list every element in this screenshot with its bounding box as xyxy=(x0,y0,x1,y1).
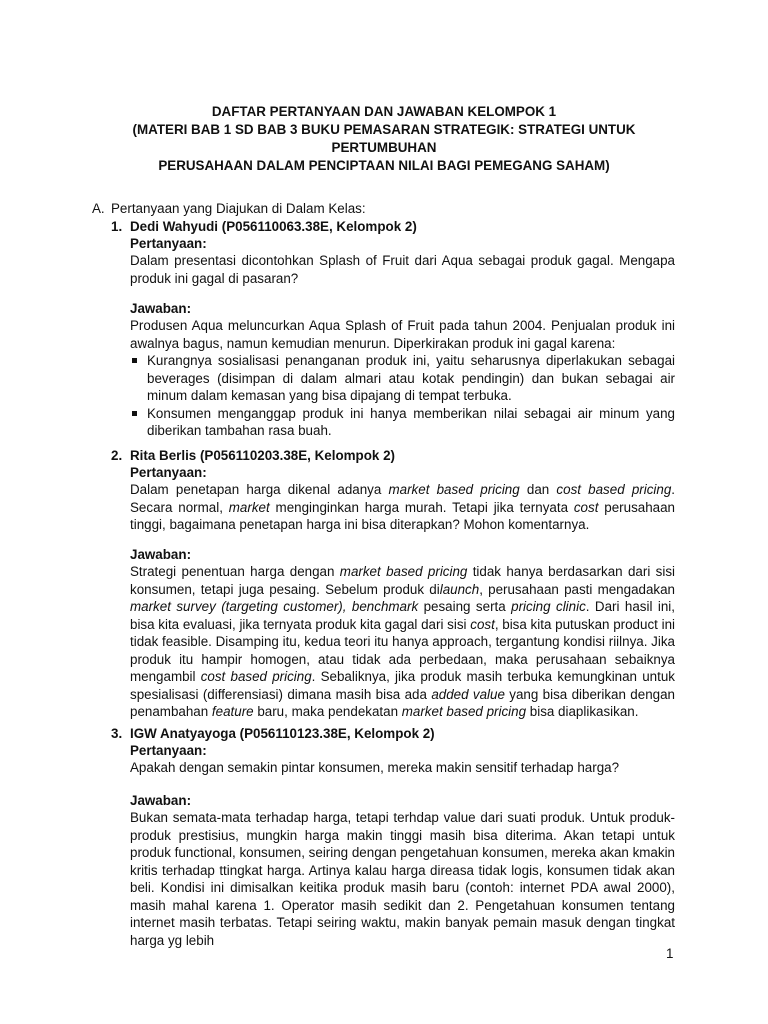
title-line-3: PERUSAHAAN DALAM PENCIPTAAN NILAI BAGI PEMEGANG SAHAM) xyxy=(158,158,610,173)
q2-number: 2. xyxy=(111,448,123,463)
q1-number: 1. xyxy=(111,219,123,234)
q1-answer-text: Produsen Aqua meluncurkan Aqua Splash of Fruit pada tahun 2004. Penjualan produk ini awalnya bagus, namun kemudian menurun. Diperkirakan produk ini gagal karena: xyxy=(130,318,675,351)
section-heading: Pertanyaan yang Diajukan di Dalam Kelas: xyxy=(111,201,366,216)
q1-question-label: Pertanyaan: xyxy=(130,236,207,251)
section-marker: A. xyxy=(92,201,105,216)
q2-question-label: Pertanyaan: xyxy=(130,465,207,480)
q3-answer-text: Bukan semata-mata terhadap harga, tetapi terhdap value dari suati produk. Untuk produk-produk prestisius, mungkin harga makin tinggi masih bisa diterima. Akan tetapi untuk produk functional, konsumen, seiring dengan pengetahuan konsumen, mereka akan kmakin kritis terhadap ttingkat harga. Artinya kalau harga direasa tidak logis, konsumen tidak akan beli. Kondisi ini dimisalkan keitika produk masih baru (contoh: internet PDA awal 2000), masih mahal karena 1. Operator masih sedikit dan 2. Pengetahuan konsumen tentang internet masih terbatas. Tetapi seiring waktu, makin banyak pemain masuk dengan tingkat harga yg lebih xyxy=(130,810,675,948)
page-number: 1 xyxy=(666,946,674,961)
q2-question-text: Dalam penetapan harga dikenal adanya market based pricing dan cost based pricing. Secara normal, market menginginkan harga murah. Tetapi jika ternyata cost perusahaan tinggi, bagaimana penetapan harga ini bisa diterapkan? Mohon komentarnya. xyxy=(130,482,675,532)
q2-answer-label: Jawaban: xyxy=(130,547,192,562)
q1-question-text: Dalam presentasi dicontohkan Splash of Fruit dari Aqua sebagai produk gagal. Mengapa produk ini gagal di pasaran? xyxy=(130,253,675,286)
title-line-2: (MATERI BAB 1 SD BAB 3 BUKU PEMASARAN STRATEGIK: STRATEGI UNTUK PERTUMBUHAN xyxy=(132,122,636,155)
q3-name: IGW Anatyayoga (P056110123.38E, Kelompok 2) xyxy=(130,726,435,741)
bullet-square-icon xyxy=(132,411,137,416)
q1-bullet-1: Kurangnya sosialisasi penanganan produk ini, yaitu seharusnya diperlakukan sebagai beverages (disimpan di dalam almari atau kotak pendingin) dan bukan sebagai air minum dalam kemasan yang bisa dipajang di tempat terbuka. xyxy=(130,352,675,405)
q1-bullet-list xyxy=(130,352,675,440)
q1-name: Dedi Wahyudi (P056110063.38E, Kelompok 2) xyxy=(130,219,417,234)
q2-answer-text: Strategi penentuan harga dengan market based pricing tidak hanya berdasarkan dari sisi konsumen, tetapi juga pesaing. Sebelum produk dilaunch, perusahaan pasti mengadakan market survey (targeting customer), benchmark pesaing serta pricing clinic. Dari hasil ini, bisa kita evaluasi, jika ternyata produk kita gagal dari sisi cost, bisa kita putuskan product ini tidak feasible. Disamping itu, kedua teori itu hanya approach, tergantung kondisi riilnya. Jika produk itu hampir homogen, atau tidak ada perbedaan, maka perusahaan sebaiknya mengambil cost based pricing. Sebaliknya, jika produk masih terbuka kemungkinan untuk spesialisasi (differensiasi) dimana masih bisa ada added value yang bisa diberikan dengan penambahan feature baru, maka pendekatan market based pricing bisa diaplikasikan. xyxy=(130,564,675,719)
q2-name: Rita Berlis (P056110203.38E, Kelompok 2) xyxy=(130,448,395,463)
bullet-square-icon xyxy=(132,358,137,363)
q3-answer-label: Jawaban: xyxy=(130,793,192,808)
q3-question-text: Apakah dengan semakin pintar konsumen, mereka makin sensitif terhadap harga? xyxy=(130,760,620,775)
q3-question-label: Pertanyaan: xyxy=(130,743,207,758)
title-line-1: DAFTAR PERTANYAAN DAN JAWABAN KELOMPOK 1 xyxy=(211,104,557,119)
q1-bullet-2: Konsumen menganggap produk ini hanya memberikan nilai sebagai air minum yang diberikan tambahan rasa buah. xyxy=(130,405,675,440)
q3-number: 3. xyxy=(111,726,123,741)
document-title xyxy=(90,103,678,175)
q1-answer-label: Jawaban: xyxy=(130,301,192,316)
